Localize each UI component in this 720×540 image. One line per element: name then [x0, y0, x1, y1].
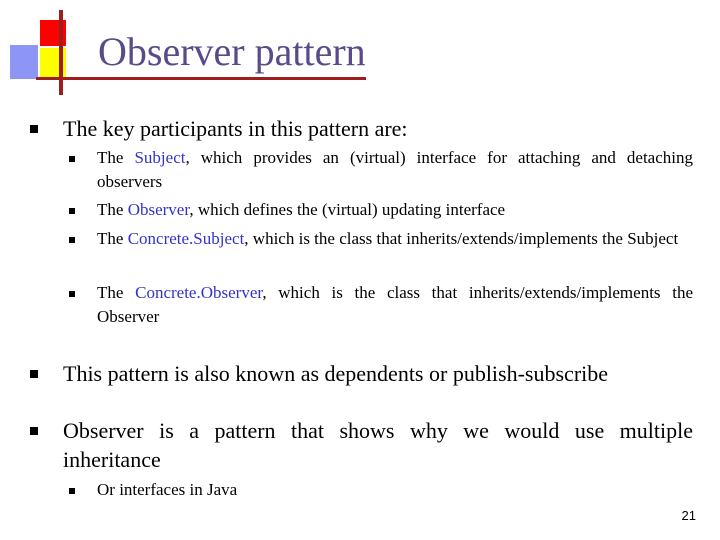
sub-bullet-observer — [97, 198, 693, 222]
highlight-term: Concrete.Subject — [127, 229, 245, 248]
sub-bullet-text: , which provides an (virtual) interface for attaching and detaching observers — [97, 148, 693, 191]
sub-bullet-marker — [69, 237, 75, 243]
sub-bullet-subject — [97, 146, 693, 194]
sub-bullet-text: , which defines the (virtual) updating interface — [189, 200, 506, 219]
sub-bullet-interfaces-java: Or interfaces in Java — [97, 480, 238, 499]
highlight-term: Observer — [127, 200, 190, 219]
sub-bullet-marker — [69, 208, 75, 214]
slide-title: Observer pattern — [98, 29, 366, 74]
logo-blue-square — [10, 45, 38, 79]
sub-bullet-concrete-observer — [97, 281, 693, 329]
sub-bullet-text: The — [97, 283, 136, 302]
bullet-marker — [30, 370, 38, 378]
bullet-key-participants: The key participants in this pattern are: — [63, 116, 408, 141]
bullet-marker — [30, 427, 38, 435]
sub-bullet-marker — [69, 488, 75, 494]
page-number: 21 — [681, 508, 696, 523]
sub-bullet-text: The — [97, 148, 135, 167]
bullet-marker — [30, 125, 38, 133]
sub-bullet-marker — [69, 291, 75, 297]
sub-bullet-text: , which is the class that inherits/extends/implements the Subject — [244, 229, 679, 248]
sub-bullet-text: The — [97, 229, 128, 248]
sub-bullet-text: , which is the class that inherits/extends/implements the Observer — [97, 283, 693, 326]
logo-vertical-rule — [59, 10, 63, 95]
sub-bullet-concrete-subject — [97, 227, 693, 251]
title-underline-rule — [36, 77, 366, 80]
sub-bullet-text: The — [97, 200, 128, 219]
sub-bullet-marker — [69, 156, 75, 162]
bullet-multiple-inheritance: Observer is a pattern that shows why we would use multiple inheritance — [63, 418, 693, 472]
slide-logo — [0, 0, 110, 95]
highlight-term: Concrete.Observer — [135, 283, 263, 302]
highlight-term: Subject — [134, 148, 186, 167]
bullet-also-known-as: This pattern is also known as dependents or publish-subscribe — [63, 361, 609, 386]
